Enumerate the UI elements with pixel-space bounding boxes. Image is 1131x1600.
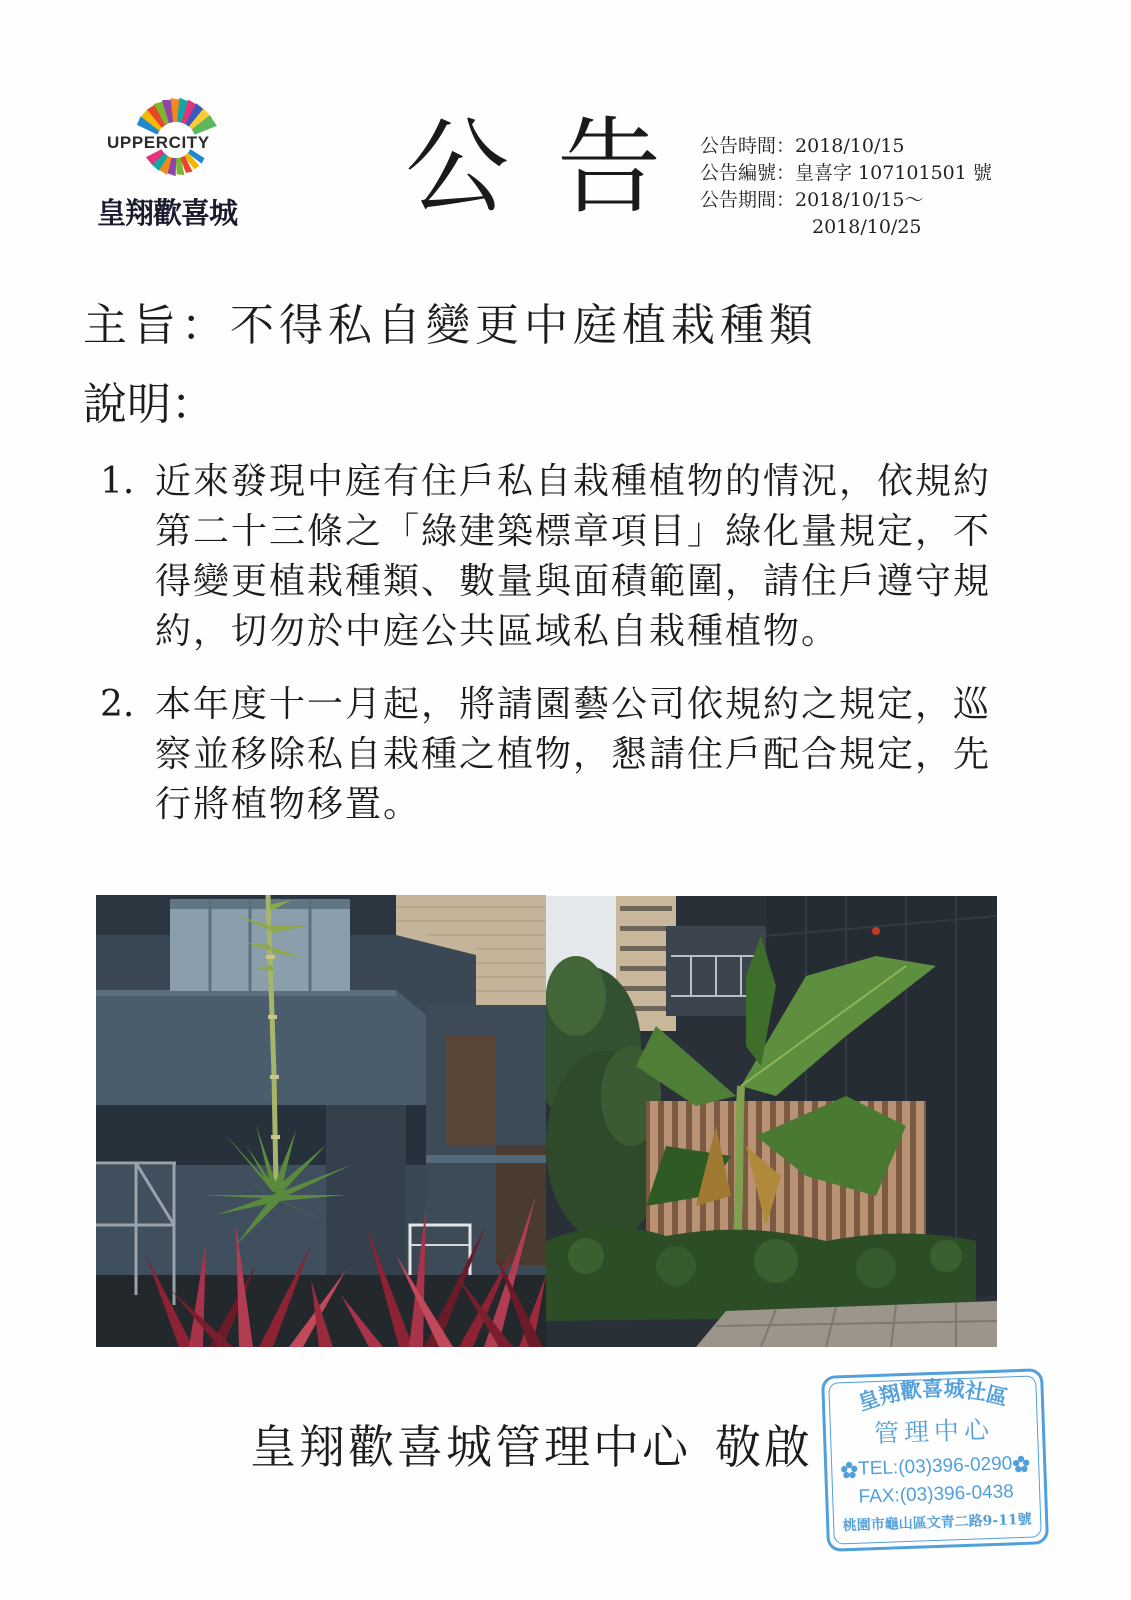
notice-period	[700, 187, 992, 214]
notice-period-start: 2018/10/15～	[795, 189, 924, 211]
stamp-title: 管理中心	[873, 1414, 995, 1449]
subject-text: 不得私自變更中庭植栽種類	[230, 300, 818, 351]
stamp-community-name: 皇翔歡喜城社區	[854, 1375, 1011, 1416]
notice-meta	[700, 133, 992, 241]
photo-courtyard-bamboo	[96, 895, 546, 1347]
logo-brand-en: UPPERCITY	[107, 133, 210, 152]
subject-line	[83, 298, 818, 354]
explanation-label: 說明：	[83, 379, 215, 430]
management-office-stamp	[821, 1368, 1049, 1552]
closing-phrase: 敬啟	[715, 1420, 813, 1474]
notice-number-label: 公告編號：	[700, 162, 796, 184]
notice-title: 公告	[405, 106, 710, 228]
signature-line	[250, 1418, 813, 1476]
notice-number	[700, 160, 992, 187]
notice-time-label: 公告時間：	[700, 135, 796, 157]
flower-emblem-icon	[1012, 1455, 1031, 1474]
item-text-line: 約，切勿於中庭公共區域私自栽種植物。	[155, 611, 840, 652]
issuer-name: 皇翔歡喜城管理中心	[250, 1420, 691, 1474]
photo-courtyard-banana	[546, 896, 997, 1347]
item-number: 1.	[100, 461, 135, 502]
flower-emblem-icon	[840, 1461, 859, 1480]
notice-time-value: 2018/10/15	[795, 135, 905, 157]
item-text-line: 本年度十一月起，將請園藝公司依規約之規定，巡	[155, 684, 992, 725]
notice-period-label: 公告期間：	[700, 189, 796, 211]
item-text-line: 察並移除私自栽種之植物，懇請住戶配合規定，先	[155, 734, 992, 775]
item-text-line: 行將植物移置。	[155, 784, 422, 825]
item-text-line: 第二十三條之「綠建築標章項目」綠化量規定，不	[155, 511, 992, 552]
item-number: 2.	[100, 684, 135, 725]
notice-number-value: 皇喜字 107101501 號	[795, 162, 992, 184]
item-text-line: 近來發現中庭有住戶私自栽種植物的情況，依規約	[155, 461, 992, 502]
svg-text:皇翔歡喜城社區	[854, 1373, 1011, 1415]
stamp-fax: FAX:(03)396-0438	[858, 1481, 1015, 1508]
stamp-address: 桃園市龜山區文青二路9-11號	[842, 1511, 1032, 1535]
item-text	[155, 457, 991, 657]
item-text-line: 得變更植栽種類、數量與面積範圍，請住戶遵守規	[155, 561, 992, 602]
logo-brand-zh: 皇翔歡喜城	[97, 198, 238, 230]
notice-time	[700, 133, 992, 160]
subject-label: 主旨：	[83, 300, 230, 351]
stamp-tel: TEL:(03)396-0290	[857, 1453, 1013, 1480]
item-text	[155, 680, 991, 830]
notice-period-end: 2018/10/25	[812, 216, 922, 238]
